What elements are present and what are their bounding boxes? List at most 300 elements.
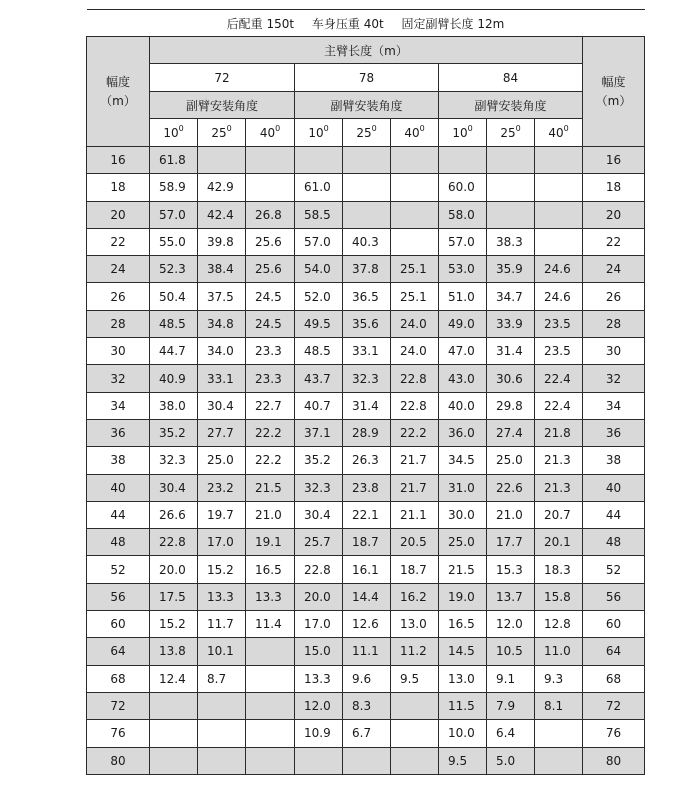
load-chart-sheet xyxy=(86,9,644,775)
table-row xyxy=(87,665,645,692)
load-value-cell: 8.3 xyxy=(343,692,391,719)
load-value-cell: 21.3 xyxy=(535,474,583,501)
radius-cell-left: 32 xyxy=(87,365,150,392)
load-value-cell: 14.5 xyxy=(439,638,487,665)
load-value-cell: 38.3 xyxy=(487,228,535,255)
load-value-cell: 30.0 xyxy=(439,501,487,528)
load-value-cell: 36.5 xyxy=(343,283,391,310)
radius-cell-right: 30 xyxy=(583,338,645,365)
table-row xyxy=(87,365,645,392)
load-value-cell xyxy=(150,747,198,774)
angle-value: 25 xyxy=(500,126,516,140)
load-value-cell: 48.5 xyxy=(295,338,343,365)
angle-value: 40 xyxy=(548,126,564,140)
load-value-cell: 24.6 xyxy=(535,256,583,283)
caption-row xyxy=(87,10,645,37)
header-row-jib-angle xyxy=(87,92,645,119)
load-value-cell xyxy=(343,174,391,201)
load-value-cell: 37.8 xyxy=(343,256,391,283)
jib-angle-header: 副臂安装角度 xyxy=(150,92,295,119)
load-value-cell: 30.4 xyxy=(295,501,343,528)
radius-cell-left: 64 xyxy=(87,638,150,665)
load-value-cell: 18.7 xyxy=(391,556,439,583)
load-value-cell: 37.1 xyxy=(295,419,343,446)
load-value-cell: 31.4 xyxy=(343,392,391,419)
load-value-cell: 23.8 xyxy=(343,474,391,501)
load-value-cell: 50.4 xyxy=(150,283,198,310)
load-value-cell: 57.0 xyxy=(150,201,198,228)
load-value-cell: 21.0 xyxy=(246,501,295,528)
load-value-cell: 23.5 xyxy=(535,310,583,337)
load-value-cell xyxy=(535,201,583,228)
angle-header-cell xyxy=(246,119,295,147)
degree-mark: 0 xyxy=(323,124,329,133)
load-value-cell: 21.3 xyxy=(535,447,583,474)
boom-length-78: 78 xyxy=(295,64,439,92)
degree-mark: 0 xyxy=(467,124,473,133)
load-value-cell: 13.7 xyxy=(487,583,535,610)
degree-mark: 0 xyxy=(515,124,521,133)
load-value-cell: 11.2 xyxy=(391,638,439,665)
load-value-cell: 27.7 xyxy=(198,419,246,446)
load-value-cell: 10.5 xyxy=(487,638,535,665)
load-value-cell: 35.2 xyxy=(150,419,198,446)
radius-cell-right: 80 xyxy=(583,747,645,774)
radius-header-text: 幅度 xyxy=(601,74,626,89)
load-value-cell: 55.0 xyxy=(150,228,198,255)
load-value-cell: 20.1 xyxy=(535,529,583,556)
load-value-cell: 51.0 xyxy=(439,283,487,310)
load-value-cell: 33.9 xyxy=(487,310,535,337)
load-value-cell xyxy=(343,147,391,174)
degree-mark: 0 xyxy=(371,124,377,133)
load-value-cell: 22.8 xyxy=(391,392,439,419)
load-value-cell: 26.8 xyxy=(246,201,295,228)
radius-cell-left: 38 xyxy=(87,447,150,474)
load-chart-table xyxy=(86,9,645,775)
radius-header-right xyxy=(583,37,645,147)
load-value-cell: 34.8 xyxy=(198,310,246,337)
load-value-cell: 22.2 xyxy=(391,419,439,446)
table-row xyxy=(87,174,645,201)
table-row xyxy=(87,583,645,610)
load-value-cell: 11.1 xyxy=(343,638,391,665)
radius-cell-left: 16 xyxy=(87,147,150,174)
load-value-cell: 15.3 xyxy=(487,556,535,583)
load-value-cell: 21.5 xyxy=(439,556,487,583)
table-row xyxy=(87,147,645,174)
radius-header-text: 幅度 xyxy=(105,74,130,89)
load-value-cell xyxy=(391,228,439,255)
degree-mark: 0 xyxy=(275,124,281,133)
load-value-cell: 57.0 xyxy=(295,228,343,255)
load-value-cell xyxy=(343,201,391,228)
load-value-cell: 54.0 xyxy=(295,256,343,283)
load-value-cell: 38.4 xyxy=(198,256,246,283)
load-value-cell: 25.6 xyxy=(246,256,295,283)
load-value-cell xyxy=(246,665,295,692)
load-value-cell: 5.0 xyxy=(487,747,535,774)
load-value-cell xyxy=(391,692,439,719)
radius-cell-right: 36 xyxy=(583,419,645,446)
load-value-cell: 20.7 xyxy=(535,501,583,528)
radius-cell-right: 40 xyxy=(583,474,645,501)
load-value-cell: 28.9 xyxy=(343,419,391,446)
header-row-angles xyxy=(87,119,645,147)
radius-cell-right: 64 xyxy=(583,638,645,665)
load-value-cell xyxy=(439,147,487,174)
table-row xyxy=(87,228,645,255)
load-value-cell: 24.0 xyxy=(391,310,439,337)
radius-cell-right: 76 xyxy=(583,720,645,747)
load-value-cell: 7.9 xyxy=(487,692,535,719)
load-value-cell: 23.3 xyxy=(246,365,295,392)
load-value-cell xyxy=(391,147,439,174)
table-row xyxy=(87,474,645,501)
load-value-cell: 13.3 xyxy=(295,665,343,692)
load-value-cell: 40.0 xyxy=(439,392,487,419)
header-row-boom-label xyxy=(87,37,645,64)
angle-header-cell xyxy=(391,119,439,147)
table-row xyxy=(87,747,645,774)
jib-angle-header: 副臂安装角度 xyxy=(439,92,583,119)
load-value-cell xyxy=(198,147,246,174)
radius-cell-left: 52 xyxy=(87,556,150,583)
load-value-cell: 20.0 xyxy=(150,556,198,583)
load-value-cell: 10.9 xyxy=(295,720,343,747)
angle-header-cell xyxy=(295,119,343,147)
load-value-cell: 25.0 xyxy=(439,529,487,556)
load-value-cell: 13.3 xyxy=(246,583,295,610)
angle-header-cell xyxy=(343,119,391,147)
load-value-cell: 6.7 xyxy=(343,720,391,747)
load-value-cell xyxy=(487,147,535,174)
load-value-cell: 26.6 xyxy=(150,501,198,528)
radius-cell-left: 44 xyxy=(87,501,150,528)
load-value-cell xyxy=(150,692,198,719)
load-value-cell: 43.7 xyxy=(295,365,343,392)
load-value-cell: 32.3 xyxy=(150,447,198,474)
load-value-cell: 36.0 xyxy=(439,419,487,446)
load-value-cell xyxy=(391,201,439,228)
radius-cell-right: 68 xyxy=(583,665,645,692)
load-value-cell: 21.0 xyxy=(487,501,535,528)
load-value-cell: 9.6 xyxy=(343,665,391,692)
load-value-cell xyxy=(295,747,343,774)
radius-cell-right: 56 xyxy=(583,583,645,610)
load-value-cell: 15.0 xyxy=(295,638,343,665)
load-value-cell: 34.7 xyxy=(487,283,535,310)
radius-cell-right: 34 xyxy=(583,392,645,419)
load-value-cell: 21.8 xyxy=(535,419,583,446)
load-value-cell: 13.0 xyxy=(391,611,439,638)
radius-cell-left: 22 xyxy=(87,228,150,255)
load-value-cell: 43.0 xyxy=(439,365,487,392)
load-value-cell: 52.0 xyxy=(295,283,343,310)
angle-value: 25 xyxy=(356,126,372,140)
angle-header-cell xyxy=(439,119,487,147)
radius-header-unit: （m） xyxy=(100,93,136,108)
radius-cell-right: 60 xyxy=(583,611,645,638)
load-value-cell xyxy=(246,747,295,774)
angle-value: 10 xyxy=(452,126,468,140)
load-value-cell: 13.3 xyxy=(198,583,246,610)
load-value-cell: 33.1 xyxy=(198,365,246,392)
load-value-cell: 34.5 xyxy=(439,447,487,474)
radius-header-left xyxy=(87,37,150,147)
load-value-cell: 13.8 xyxy=(150,638,198,665)
table-row xyxy=(87,611,645,638)
load-value-cell: 23.3 xyxy=(246,338,295,365)
radius-cell-left: 68 xyxy=(87,665,150,692)
load-value-cell: 33.1 xyxy=(343,338,391,365)
degree-mark: 0 xyxy=(226,124,232,133)
table-row xyxy=(87,338,645,365)
load-value-cell: 42.4 xyxy=(198,201,246,228)
load-value-cell: 25.1 xyxy=(391,283,439,310)
radius-cell-left: 20 xyxy=(87,201,150,228)
load-value-cell: 47.0 xyxy=(439,338,487,365)
radius-cell-left: 72 xyxy=(87,692,150,719)
load-value-cell xyxy=(535,720,583,747)
load-value-cell: 11.7 xyxy=(198,611,246,638)
radius-cell-right: 22 xyxy=(583,228,645,255)
load-value-cell: 11.5 xyxy=(439,692,487,719)
load-value-cell: 22.8 xyxy=(150,529,198,556)
load-value-cell: 17.7 xyxy=(487,529,535,556)
load-value-cell: 25.6 xyxy=(246,228,295,255)
load-value-cell xyxy=(535,228,583,255)
load-value-cell: 11.0 xyxy=(535,638,583,665)
load-value-cell: 31.4 xyxy=(487,338,535,365)
load-value-cell: 25.0 xyxy=(487,447,535,474)
load-value-cell: 22.6 xyxy=(487,474,535,501)
radius-cell-left: 28 xyxy=(87,310,150,337)
load-value-cell: 40.9 xyxy=(150,365,198,392)
angle-value: 40 xyxy=(259,126,276,140)
load-value-cell: 37.5 xyxy=(198,283,246,310)
radius-cell-left: 76 xyxy=(87,720,150,747)
table-caption xyxy=(87,10,645,37)
load-value-cell: 9.3 xyxy=(535,665,583,692)
load-value-cell: 24.0 xyxy=(391,338,439,365)
radius-cell-left: 40 xyxy=(87,474,150,501)
table-row xyxy=(87,638,645,665)
load-value-cell: 13.0 xyxy=(439,665,487,692)
load-value-cell: 8.1 xyxy=(535,692,583,719)
load-value-cell: 8.7 xyxy=(198,665,246,692)
table-row xyxy=(87,392,645,419)
load-value-cell: 24.5 xyxy=(246,283,295,310)
load-value-cell: 25.1 xyxy=(391,256,439,283)
load-value-cell xyxy=(150,720,198,747)
caption-carbody-weight: 车身压重 40t xyxy=(311,16,384,31)
radius-cell-left: 48 xyxy=(87,529,150,556)
radius-cell-left: 80 xyxy=(87,747,150,774)
load-value-cell xyxy=(198,747,246,774)
load-value-cell: 22.8 xyxy=(391,365,439,392)
load-value-cell: 32.3 xyxy=(295,474,343,501)
load-value-cell xyxy=(343,747,391,774)
radius-cell-left: 26 xyxy=(87,283,150,310)
load-value-cell xyxy=(487,201,535,228)
load-value-cell: 49.5 xyxy=(295,310,343,337)
load-value-cell xyxy=(391,174,439,201)
load-value-cell: 9.1 xyxy=(487,665,535,692)
load-value-cell: 35.2 xyxy=(295,447,343,474)
table-row xyxy=(87,692,645,719)
load-value-cell: 25.7 xyxy=(295,529,343,556)
load-value-cell xyxy=(391,747,439,774)
table-row xyxy=(87,501,645,528)
load-value-cell: 22.4 xyxy=(535,392,583,419)
load-value-cell: 15.8 xyxy=(535,583,583,610)
load-value-cell: 60.0 xyxy=(439,174,487,201)
load-value-cell: 20.5 xyxy=(391,529,439,556)
radius-cell-right: 18 xyxy=(583,174,645,201)
load-value-cell xyxy=(246,692,295,719)
load-value-cell: 58.5 xyxy=(295,201,343,228)
load-value-cell: 35.9 xyxy=(487,256,535,283)
load-value-cell: 12.8 xyxy=(535,611,583,638)
jib-angle-header: 副臂安装角度 xyxy=(295,92,439,119)
load-value-cell: 57.0 xyxy=(439,228,487,255)
load-value-cell: 22.7 xyxy=(246,392,295,419)
radius-cell-left: 60 xyxy=(87,611,150,638)
load-value-cell: 21.1 xyxy=(391,501,439,528)
table-row xyxy=(87,256,645,283)
radius-header-unit: （m） xyxy=(595,93,632,108)
load-value-cell: 24.6 xyxy=(535,283,583,310)
load-value-cell: 9.5 xyxy=(391,665,439,692)
load-value-cell: 22.4 xyxy=(535,365,583,392)
load-value-cell: 16.5 xyxy=(246,556,295,583)
radius-cell-left: 36 xyxy=(87,419,150,446)
degree-mark: 0 xyxy=(178,124,184,133)
load-value-cell: 61.0 xyxy=(295,174,343,201)
load-value-cell: 24.5 xyxy=(246,310,295,337)
load-value-cell: 38.0 xyxy=(150,392,198,419)
load-value-cell: 19.1 xyxy=(246,529,295,556)
load-value-cell: 30.4 xyxy=(150,474,198,501)
load-value-cell: 21.5 xyxy=(246,474,295,501)
boom-length-72: 72 xyxy=(150,64,295,92)
load-value-cell xyxy=(391,720,439,747)
radius-cell-right: 16 xyxy=(583,147,645,174)
angle-header-cell xyxy=(198,119,246,147)
table-row xyxy=(87,419,645,446)
radius-cell-right: 44 xyxy=(583,501,645,528)
load-value-cell: 12.0 xyxy=(295,692,343,719)
angle-header-cell xyxy=(535,119,583,147)
load-rows xyxy=(87,147,645,775)
load-value-cell: 61.8 xyxy=(150,147,198,174)
load-value-cell: 16.2 xyxy=(391,583,439,610)
load-value-cell: 17.0 xyxy=(198,529,246,556)
load-value-cell: 11.4 xyxy=(246,611,295,638)
degree-mark: 0 xyxy=(419,124,425,133)
load-value-cell: 30.6 xyxy=(487,365,535,392)
radius-cell-right: 38 xyxy=(583,447,645,474)
load-value-cell: 10.0 xyxy=(439,720,487,747)
angle-value: 10 xyxy=(308,126,324,140)
load-value-cell: 22.8 xyxy=(295,556,343,583)
radius-cell-right: 72 xyxy=(583,692,645,719)
load-value-cell: 39.8 xyxy=(198,228,246,255)
angle-value: 10 xyxy=(163,126,179,140)
load-value-cell: 9.5 xyxy=(439,747,487,774)
load-value-cell: 30.4 xyxy=(198,392,246,419)
load-value-cell: 58.9 xyxy=(150,174,198,201)
load-value-cell xyxy=(535,174,583,201)
boom-length-84: 84 xyxy=(439,64,583,92)
header-row-boom-lengths xyxy=(87,64,645,92)
load-value-cell: 14.4 xyxy=(343,583,391,610)
load-value-cell xyxy=(198,720,246,747)
boom-length-header: 主臂长度（m） xyxy=(150,37,583,64)
load-value-cell: 27.4 xyxy=(487,419,535,446)
load-value-cell: 23.5 xyxy=(535,338,583,365)
load-value-cell: 22.2 xyxy=(246,447,295,474)
radius-cell-right: 48 xyxy=(583,529,645,556)
radius-cell-right: 28 xyxy=(583,310,645,337)
load-value-cell: 58.0 xyxy=(439,201,487,228)
load-value-cell: 25.0 xyxy=(198,447,246,474)
load-value-cell: 17.5 xyxy=(150,583,198,610)
load-value-cell xyxy=(246,638,295,665)
radius-cell-right: 20 xyxy=(583,201,645,228)
load-value-cell: 12.6 xyxy=(343,611,391,638)
load-value-cell: 12.4 xyxy=(150,665,198,692)
angle-header-cell xyxy=(487,119,535,147)
load-value-cell xyxy=(295,147,343,174)
radius-cell-right: 24 xyxy=(583,256,645,283)
load-value-cell: 40.7 xyxy=(295,392,343,419)
load-value-cell: 31.0 xyxy=(439,474,487,501)
table-row xyxy=(87,310,645,337)
load-value-cell xyxy=(487,174,535,201)
load-value-cell xyxy=(246,720,295,747)
load-value-cell: 23.2 xyxy=(198,474,246,501)
angle-header-cell xyxy=(150,119,198,147)
radius-cell-left: 18 xyxy=(87,174,150,201)
table-row xyxy=(87,447,645,474)
load-value-cell: 49.0 xyxy=(439,310,487,337)
load-value-cell: 52.3 xyxy=(150,256,198,283)
angle-value: 40 xyxy=(404,126,420,140)
load-value-cell: 10.1 xyxy=(198,638,246,665)
radius-cell-right: 32 xyxy=(583,365,645,392)
load-value-cell xyxy=(246,174,295,201)
table-row xyxy=(87,201,645,228)
load-value-cell: 20.0 xyxy=(295,583,343,610)
radius-cell-right: 26 xyxy=(583,283,645,310)
load-value-cell xyxy=(198,692,246,719)
load-value-cell xyxy=(535,147,583,174)
caption-counterweight: 后配重 150t xyxy=(226,16,295,31)
load-value-cell: 16.5 xyxy=(439,611,487,638)
load-value-cell xyxy=(246,147,295,174)
load-value-cell: 40.3 xyxy=(343,228,391,255)
load-value-cell: 35.6 xyxy=(343,310,391,337)
load-value-cell: 15.2 xyxy=(150,611,198,638)
load-value-cell: 42.9 xyxy=(198,174,246,201)
load-value-cell: 19.7 xyxy=(198,501,246,528)
load-value-cell: 12.0 xyxy=(487,611,535,638)
load-value-cell: 18.7 xyxy=(343,529,391,556)
load-value-cell xyxy=(535,747,583,774)
caption-jib-length: 固定副臂长度 12m xyxy=(401,16,505,31)
